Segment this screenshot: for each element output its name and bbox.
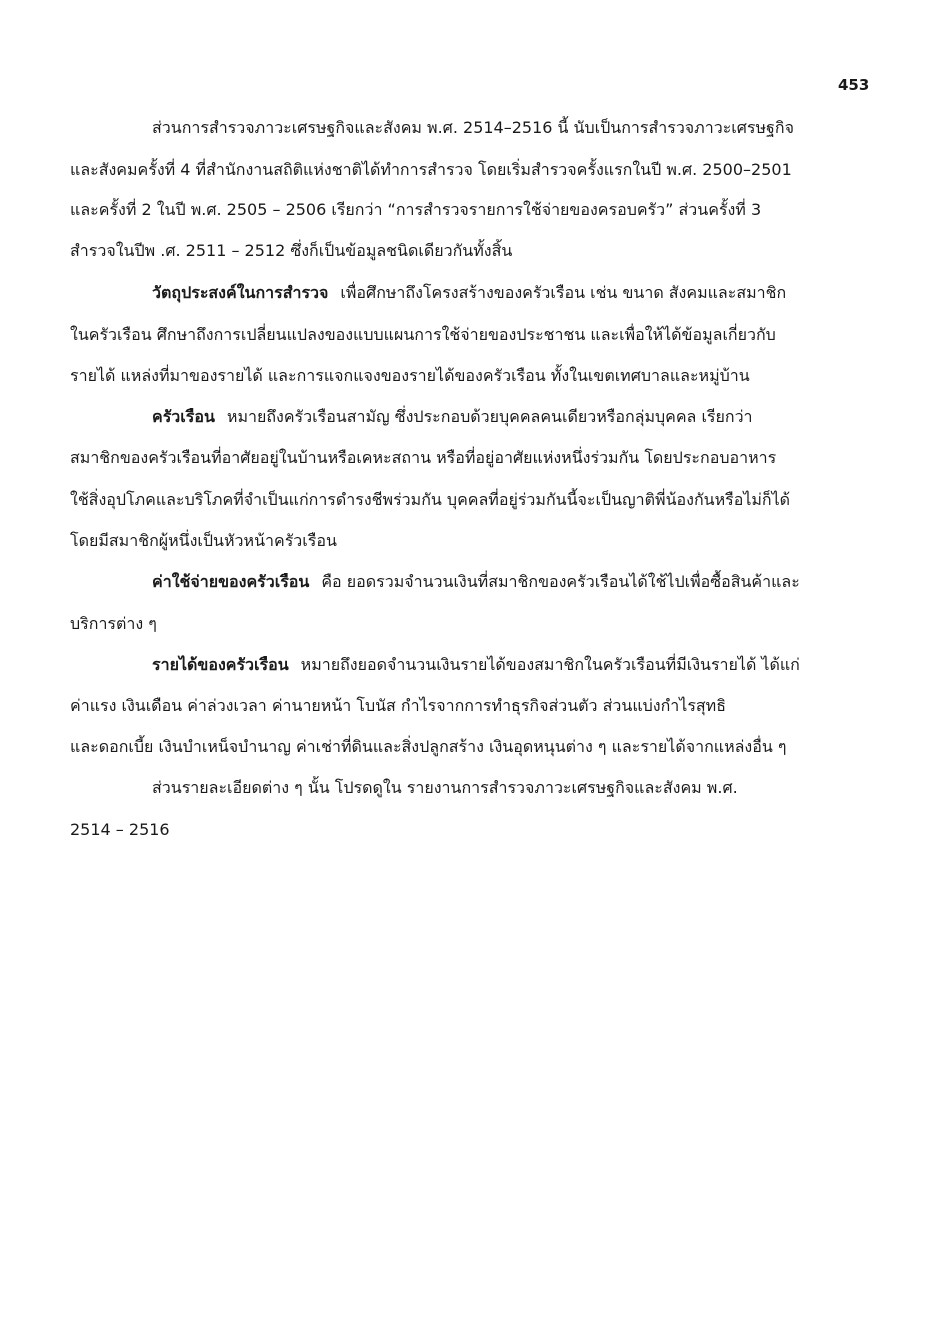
text-line: ค่าแรง เงินเดือน ค่าล่วงเวลา ค่านายหน้า โบนัส กำไรจากการทำธุรกิจส่วนตัว ส่วนแบ่งกำไรสุทธิ bbox=[70, 696, 726, 715]
text-line: โดยมีสมาชิกผู้หนึ่งเป็นหัวหน้าครัวเรือน bbox=[70, 531, 337, 550]
term-heading: รายได้ของครัวเรือน bbox=[152, 655, 289, 674]
text-line bbox=[152, 283, 868, 303]
text-line bbox=[152, 407, 868, 427]
text-line: ใช้สิ่งอุปโภคและบริโภคที่จำเป็นแก่การดำรงชีพร่วมกัน บุคคลที่อยู่ร่วมกันนี้จะเป็นญาติพี่น้องกันหรือไม่ก็ได้ bbox=[70, 490, 791, 509]
text-line bbox=[152, 572, 868, 592]
text-line: และครั้งที่ 2 ในปี พ.ศ. 2505 – 2506 เรียกว่า “การสำรวจรายการใช้จ่ายของครอบครัว” ส่วนครั้งที่ 3 bbox=[70, 200, 762, 219]
text-line: สมาชิกของครัวเรือนที่อาศัยอยู่ในบ้านหรือเคหะสถาน หรือที่อยู่อาศัยแห่งหนึ่งร่วมกัน โดยประกอบอาหาร bbox=[70, 448, 777, 467]
term-heading: ค่าใช้จ่ายของครัวเรือน bbox=[152, 572, 310, 591]
page-number: 453 bbox=[838, 76, 870, 94]
text-line: ในครัวเรือน ศึกษาถึงการเปลี่ยนแปลงของแบบแผนการใช้จ่ายของประชาชน และเพื่อให้ได้ข้อมูลเกี่ยวกับ bbox=[70, 325, 776, 344]
text-span: หมายถึงครัวเรือนสามัญ ซึ่งประกอบด้วยบุคคลคนเดียวหรือกลุ่มบุคคล เรียกว่า bbox=[226, 407, 753, 426]
term-heading: ครัวเรือน bbox=[152, 407, 215, 426]
text-line: รายได้ แหล่งที่มาของรายได้ และการแจกแจงของรายได้ของครัวเรือน ทั้งในเขตเทศบาลและหมู่บ้าน bbox=[70, 366, 750, 385]
text-line: บริการต่าง ๆ bbox=[70, 614, 157, 633]
text-line: สำรวจในปีพ .ศ. 2511 – 2512 ซึ่งก็เป็นข้อมูลชนิดเดียวกันทั้งสิ้น bbox=[70, 241, 513, 260]
term-heading: วัตถุประสงค์ในการสำรวจ bbox=[152, 283, 329, 302]
text-line: ส่วนรายละเอียดต่าง ๆ นั้น โปรดดูใน รายงานการสำรวจภาวะเศรษฐกิจและสังคม พ.ศ. bbox=[152, 778, 738, 797]
text-line: และสังคมครั้งที่ 4 ที่สำนักงานสถิติแห่งชาติได้ทำการสำรวจ โดยเริ่มสำรวจครั้งแรกในปี พ.ศ. 2500–2501 bbox=[70, 160, 792, 179]
text-line bbox=[152, 655, 868, 675]
text-line: และดอกเบี้ย เงินบำเหน็จบำนาญ ค่าเช่าที่ดินและสิ่งปลูกสร้าง เงินอุดหนุนต่าง ๆ และรายได้จากแหล่งอื่น ๆ bbox=[70, 737, 787, 756]
text-span: เพื่อศึกษาถึงโครงสร้างของครัวเรือน เช่น ขนาด สังคมและสมาชิก bbox=[340, 283, 787, 302]
text-line: ส่วนการสำรวจภาวะเศรษฐกิจและสังคม พ.ศ. 2514–2516 นี้ นับเป็นการสำรวจภาวะเศรษฐกิจ bbox=[152, 118, 794, 137]
text-span: หมายถึงยอดจำนวนเงินรายได้ของสมาชิกในครัวเรือนที่มีเงินรายได้ ได้แก่ bbox=[300, 655, 800, 674]
text-span: คือ ยอดรวมจำนวนเงินที่สมาชิกของครัวเรือนได้ใช้ไปเพื่อซื้อสินค้าและ bbox=[321, 572, 800, 591]
text-line: 2514 – 2516 bbox=[70, 820, 170, 839]
